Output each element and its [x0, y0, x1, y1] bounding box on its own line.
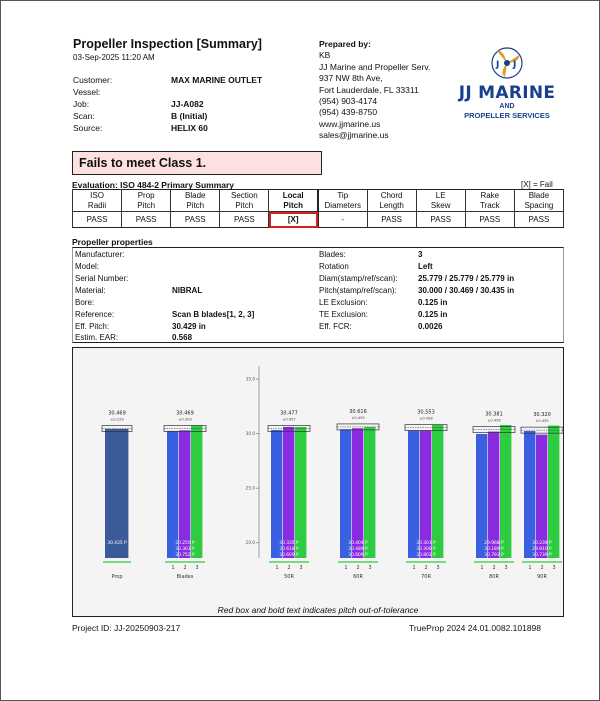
- prop-label: TE Exclusion:: [319, 310, 368, 319]
- blade-number-label: 1: [480, 566, 484, 571]
- prepared-by-line: 937 NW 8th Ave,: [319, 73, 383, 84]
- customer-label: Customer:: [73, 75, 113, 85]
- email-link[interactable]: sales@jjmarine.us: [319, 130, 389, 141]
- prop-label: Estim. EAR:: [75, 333, 119, 342]
- prop-value: 0.125 in: [418, 298, 448, 307]
- properties-heading: Propeller properties: [72, 237, 153, 247]
- svg-text:J: J: [513, 60, 517, 70]
- group-label: Blades: [176, 574, 194, 580]
- blade-number-label: 1: [171, 566, 175, 571]
- prop-label: Bore:: [75, 298, 95, 307]
- bar-value-label: 30.752 P: [175, 553, 195, 558]
- pitch-chart-frame: [72, 347, 564, 617]
- project-id: Project ID: JJ-20250903-217: [72, 623, 181, 633]
- bar-value-label: 30.303 P: [416, 541, 436, 546]
- prop-value: 0.568: [172, 333, 193, 342]
- blade-number-label: 2: [492, 566, 496, 571]
- target-pitch-label: 30.477: [280, 410, 298, 417]
- prepared-by-line: KB: [319, 50, 331, 61]
- company-logo: [453, 45, 561, 123]
- group-label: 80R: [489, 574, 499, 580]
- group-label: 60R: [353, 574, 363, 580]
- pitch-bar: [283, 427, 294, 558]
- chart-caption: Red box and bold text indicates pitch out-of-tolerance: [217, 605, 419, 615]
- prop-label: Serial Number:: [75, 274, 129, 283]
- prop-label: Model:: [75, 262, 100, 271]
- report-title: Propeller Inspection [Summary]: [73, 37, 262, 51]
- bar-value-label: 30.335 P: [279, 541, 299, 546]
- bar-value-label: 29.910 P: [532, 547, 552, 552]
- group-label: 70R: [421, 574, 431, 580]
- prepared-by-line: (954) 903-4174: [319, 96, 378, 107]
- prepared-by-line: Fort Lauderdale, FL 33311: [319, 84, 419, 95]
- eval-col-header: Section Pitch: [220, 190, 269, 212]
- prop-label: LE Exclusion:: [319, 298, 368, 307]
- bar-value-label: 30.618 P: [279, 547, 299, 552]
- blade-number-label: 2: [287, 566, 291, 571]
- job-value: JJ-A082: [171, 99, 204, 109]
- bar-value-label: 30.739 P: [532, 553, 552, 558]
- eval-col-header: LE Skew: [416, 190, 465, 212]
- group-label: 50R: [284, 574, 294, 580]
- software-version: TrueProp 2024 24.01.0082.101898: [409, 623, 542, 633]
- eval-result-cell: PASS: [220, 212, 269, 228]
- prepared-by: [319, 39, 430, 142]
- pitch-bar: [432, 425, 443, 558]
- prop-label: Material:: [75, 286, 106, 295]
- blade-number-label: 2: [183, 566, 187, 571]
- prop-value: Scan B blades[1, 2, 3]: [172, 310, 255, 319]
- bar-value-label: 30.609 P: [279, 553, 299, 558]
- tolerance-label: ±0.303: [178, 417, 192, 422]
- evaluation-table: [72, 189, 564, 228]
- prop-label: Rotation: [319, 262, 349, 271]
- blade-number-label: 3: [195, 566, 199, 571]
- fail-key: [X] = Fail: [521, 180, 553, 189]
- eval-col-header-local-pitch: Local Pitch: [269, 190, 318, 212]
- eval-result-cell: PASS: [416, 212, 465, 228]
- prop-value: NIBRAL: [172, 286, 203, 295]
- pitch-bar: [548, 426, 559, 558]
- pitch-bar: [105, 429, 128, 558]
- bar-value-label: 30.793 P: [484, 553, 504, 558]
- properties-box: [72, 247, 564, 343]
- eval-result-cell: PASS: [171, 212, 220, 228]
- scan-value: B (Initial): [171, 111, 208, 121]
- prepared-by-line: (954) 439-8750: [319, 107, 378, 118]
- pitch-chart: [73, 348, 563, 616]
- prop-value: 0.125 in: [418, 310, 448, 319]
- target-pitch-label: 30.616: [349, 408, 367, 415]
- prop-label: Eff. FCR:: [319, 322, 352, 331]
- pitch-bar: [476, 434, 487, 558]
- vessel-label: Vessel:: [73, 87, 101, 97]
- eval-result-cell: PASS: [514, 212, 563, 228]
- prop-value: Left: [418, 262, 433, 271]
- blade-number-label: 1: [275, 566, 279, 571]
- pitch-bar: [364, 427, 375, 558]
- bar-value-label: 30.609 P: [348, 553, 368, 558]
- pitch-bar: [500, 425, 511, 558]
- status-banner: Fails to meet Class 1.: [72, 151, 322, 175]
- pitch-bar: [295, 427, 306, 558]
- bar-value-label: 30.489 P: [348, 547, 368, 552]
- eval-result-cell: PASS: [73, 212, 122, 228]
- eval-col-header: Tip Diameters: [318, 190, 367, 212]
- blade-number-label: 1: [528, 566, 532, 571]
- prop-label: Blades:: [319, 250, 346, 259]
- eval-result-cell: PASS: [122, 212, 171, 228]
- prop-value: 30.000 / 30.469 / 30.435 in: [418, 286, 515, 295]
- target-pitch-label: 30.381: [485, 411, 503, 418]
- customer-value: MAX MARINE OUTLET: [171, 75, 263, 85]
- website-link[interactable]: www.jjmarine.us: [319, 118, 381, 129]
- blade-number-label: 2: [356, 566, 360, 571]
- pitch-bar: [340, 429, 351, 558]
- scan-label: Scan:: [73, 111, 95, 121]
- prop-value: 30.429 in: [172, 322, 206, 331]
- eval-col-header: Prop Pitch: [122, 190, 171, 212]
- prop-value: 3: [418, 250, 423, 259]
- y-tick-label: 20.0: [245, 540, 255, 546]
- report-datetime: 03-Sep-2025 11:20 AM: [73, 53, 155, 62]
- blade-number-label: 1: [412, 566, 416, 571]
- blade-number-label: 2: [424, 566, 428, 571]
- target-pitch-label: 30.469: [108, 410, 126, 417]
- blade-number-label: 1: [344, 566, 348, 571]
- bar-value-label: 30.250 P: [175, 541, 195, 546]
- pitch-bar: [536, 435, 547, 558]
- y-tick-label: 35.0: [245, 376, 255, 382]
- eval-result-cell: PASS: [367, 212, 416, 228]
- bar-value-label: 30.404 P: [348, 541, 368, 546]
- tolerance-label: ±0.456: [487, 418, 501, 423]
- prop-label: Manufacturer:: [75, 250, 125, 259]
- blade-number-label: 3: [552, 566, 556, 571]
- blade-number-label: 2: [540, 566, 544, 571]
- pitch-bar: [352, 428, 363, 558]
- tolerance-label: ±0.455: [535, 419, 549, 424]
- blade-number-label: 3: [436, 566, 440, 571]
- prepared-by-heading: Prepared by:: [319, 39, 371, 49]
- eval-col-header: Rake Track: [465, 190, 514, 212]
- bar-value-label: 30.435 P: [107, 541, 127, 546]
- prop-label: Diam(stamp/ref/scan):: [319, 274, 398, 283]
- svg-text:J: J: [496, 60, 500, 70]
- bar-value-label: 29.968 P: [484, 541, 504, 546]
- pitch-bar: [524, 431, 535, 558]
- bar-value-label: 30.802 P: [416, 553, 436, 558]
- pitch-bar: [420, 430, 431, 558]
- eval-col-header: Blade Pitch: [171, 190, 220, 212]
- target-pitch-label: 30.320: [533, 412, 551, 419]
- eval-result-cell: -: [318, 212, 367, 228]
- tolerance-label: ±0.229: [110, 417, 124, 422]
- blade-number-label: 3: [504, 566, 508, 571]
- prop-value: 0.0026: [418, 322, 443, 331]
- prop-label: Eff. Pitch:: [75, 322, 110, 331]
- eval-col-header: ISO Radii: [73, 190, 122, 212]
- prop-value: 25.779 / 25.779 / 25.779 in: [418, 274, 515, 283]
- evaluation-result-row: [73, 212, 564, 228]
- pitch-bar: [167, 431, 178, 558]
- pitch-bar: [179, 430, 190, 558]
- target-pitch-label: 30.553: [417, 409, 435, 416]
- bar-value-label: 30.189 P: [484, 547, 504, 552]
- job-label: Job:: [73, 99, 90, 109]
- tolerance-label: ±0.458: [419, 416, 433, 421]
- eval-result-cell: PASS: [465, 212, 514, 228]
- pitch-bar: [488, 432, 499, 558]
- tolerance-label: ±0.459: [351, 415, 365, 420]
- logo-sub-and: AND: [499, 103, 515, 110]
- prop-label: Pitch(stamp/ref/scan):: [319, 286, 397, 295]
- pitch-bar: [408, 430, 419, 558]
- source-value: HELIX 60: [171, 123, 208, 133]
- y-tick-label: 25.0: [245, 485, 255, 491]
- group-label: 90R: [537, 574, 547, 580]
- eval-col-header: Chord Length: [367, 190, 416, 212]
- pitch-bar: [191, 425, 202, 558]
- y-tick-label: 30.0: [245, 431, 255, 437]
- evaluation-header-row: [73, 190, 564, 212]
- prop-label: Reference:: [75, 310, 115, 319]
- propeller-logo-icon: [487, 45, 527, 81]
- target-pitch-label: 30.469: [176, 410, 194, 417]
- pitch-bar: [271, 430, 282, 558]
- eval-result-cell-fail: [X]: [269, 212, 318, 228]
- bar-value-label: 30.239 P: [532, 541, 552, 546]
- group-label: Prop: [111, 574, 123, 580]
- eval-col-header: Blade Spacing: [514, 190, 563, 212]
- source-label: Source:: [73, 123, 103, 133]
- evaluation-heading: Evaluation: ISO 484-2 Primary Summary: [72, 180, 235, 190]
- blade-number-label: 3: [299, 566, 303, 571]
- bar-value-label: 30.303 P: [175, 547, 195, 552]
- bar-value-label: 30.306 P: [416, 547, 436, 552]
- logo-name: JJ MARINE: [458, 83, 556, 103]
- logo-sub-services: PROPELLER SERVICES: [464, 111, 550, 120]
- blade-number-label: 3: [368, 566, 372, 571]
- prepared-by-line: JJ Marine and Propeller Serv.: [319, 61, 431, 72]
- tolerance-label: ±0.457: [282, 417, 296, 422]
